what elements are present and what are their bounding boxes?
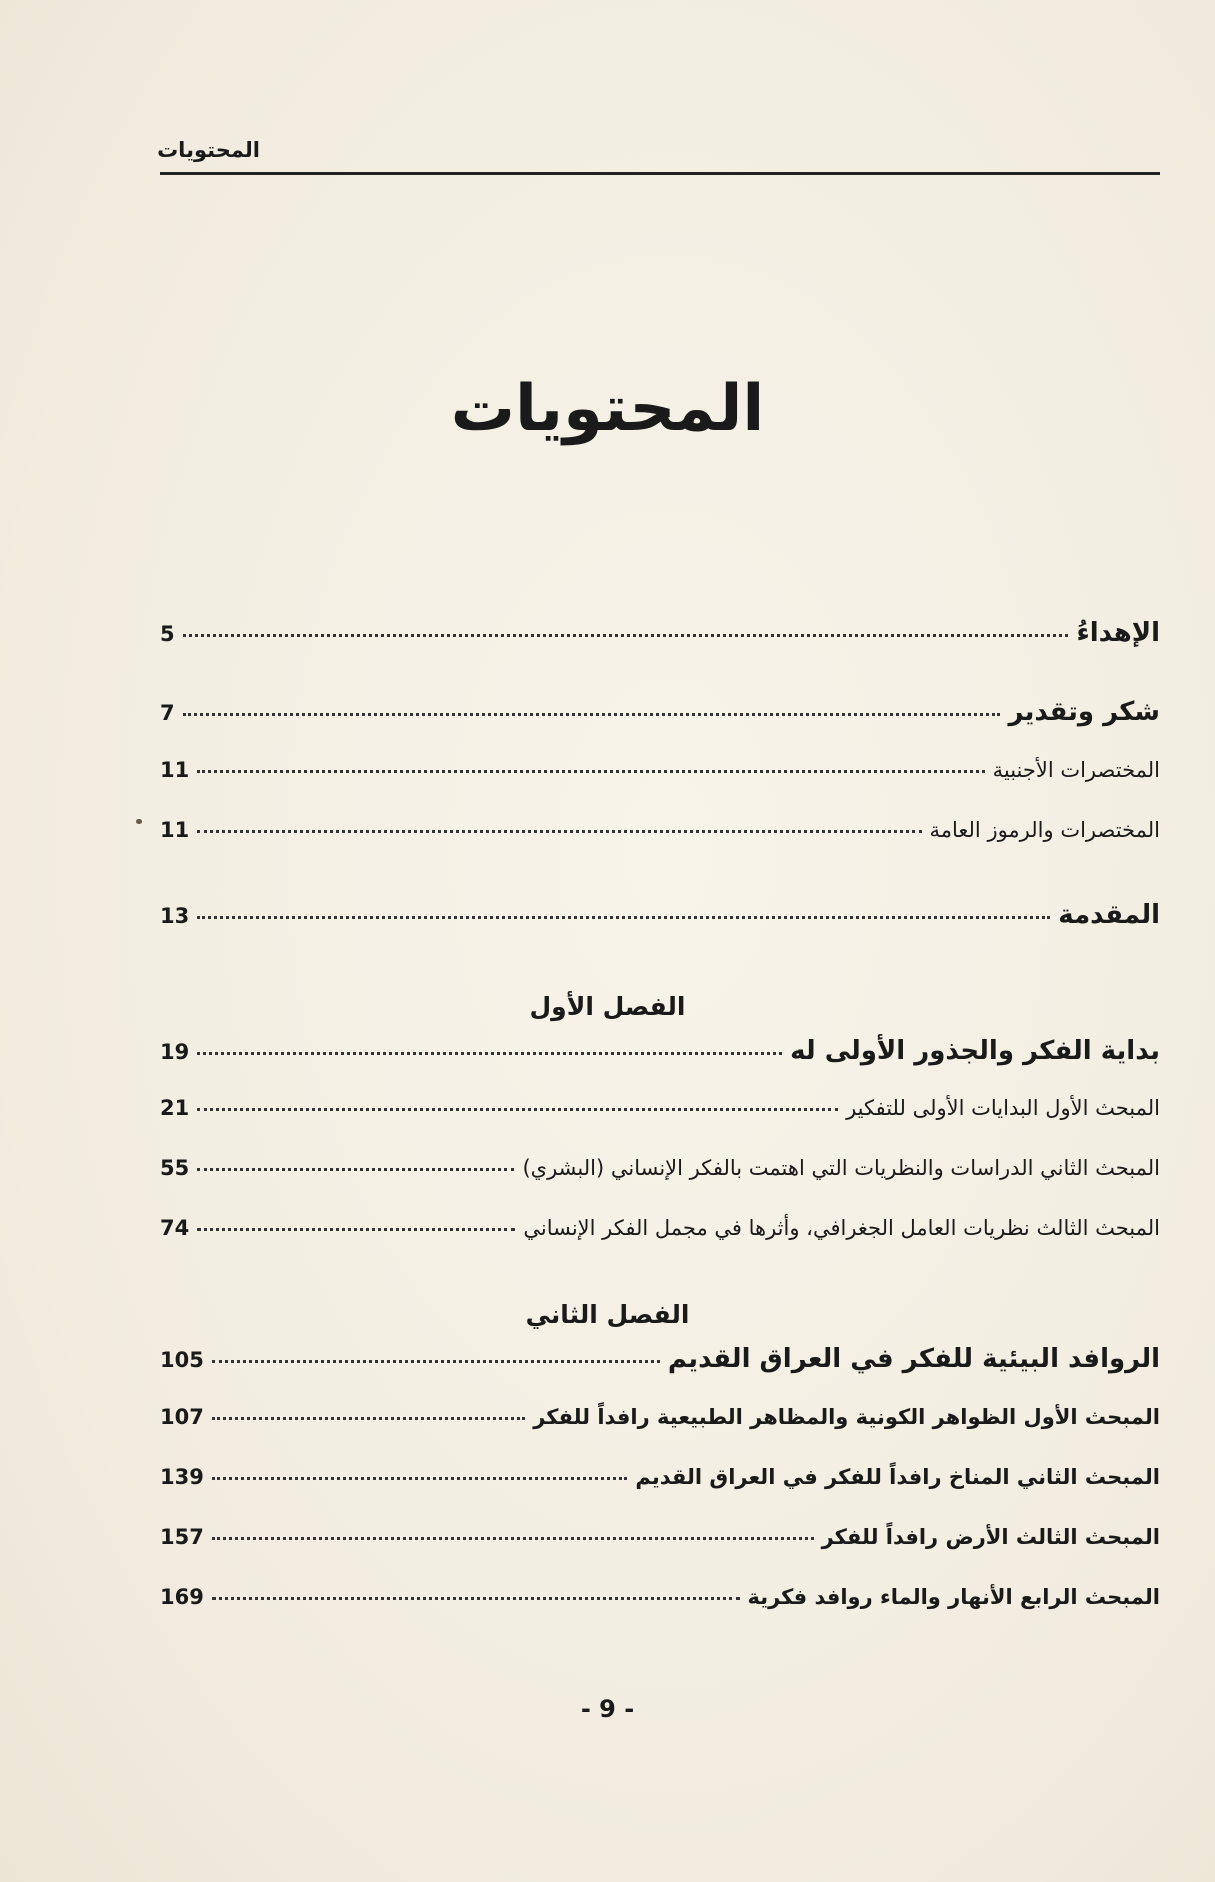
leader-dots — [197, 1052, 782, 1055]
toc-chapter-1-section-3[interactable] — [160, 1216, 1160, 1256]
toc-entry-title: المبحث الرابع الأنهار والماء روافد فكرية — [747, 1585, 1160, 1609]
leader-dots — [197, 1108, 838, 1111]
toc-chapter-2-title[interactable] — [160, 1344, 1160, 1384]
toc-entry-title: شكر وتقدير — [1008, 697, 1160, 727]
toc-entry-dedication[interactable] — [160, 618, 1160, 658]
chapter-2-heading: الفصل الثاني — [525, 1300, 690, 1329]
toc-entry-page: 13 — [160, 904, 190, 928]
toc-entry-page: 74 — [160, 1216, 190, 1240]
toc-entry-page: 169 — [160, 1585, 204, 1609]
running-head: المحتويات — [157, 138, 260, 162]
page-title: المحتويات — [450, 372, 765, 446]
toc-entry-page: 7 — [160, 701, 175, 725]
toc-entry-title: المبحث الثالث نظريات العامل الجغرافي، وأثرها في مجمل الفكر الإنساني — [523, 1216, 1160, 1240]
toc-chapter-2-section-3[interactable] — [160, 1525, 1160, 1565]
toc-chapter-1-section-1[interactable] — [160, 1096, 1160, 1136]
toc-entry-page: 157 — [160, 1525, 204, 1549]
leader-dots — [212, 1597, 740, 1600]
toc-chapter-2-section-4[interactable] — [160, 1585, 1160, 1625]
toc-entry-page: 11 — [160, 818, 190, 842]
header-rule — [160, 172, 1160, 175]
toc-entry-page: 11 — [160, 758, 190, 782]
toc-chapter-2-section-1[interactable] — [160, 1405, 1160, 1445]
toc-entry-general-abbreviations[interactable] — [160, 818, 1160, 858]
leader-dots — [197, 916, 1050, 919]
toc-entry-page: 105 — [160, 1348, 204, 1372]
toc-entry-title: المقدمة — [1058, 900, 1160, 930]
toc-entry-page: 19 — [160, 1040, 190, 1064]
leader-dots — [212, 1477, 628, 1480]
toc-entry-foreign-abbreviations[interactable] — [160, 758, 1160, 798]
leader-dots — [197, 770, 984, 773]
leader-dots — [212, 1417, 525, 1420]
page-number: - 9 - — [580, 1695, 635, 1723]
toc-entry-title: المختصرات الأجنبية — [992, 758, 1160, 782]
toc-entry-title: المبحث الثاني الدراسات والنظريات التي اهتمت بالفكر الإنساني (البشري) — [522, 1156, 1160, 1180]
leader-dots — [212, 1360, 660, 1363]
toc-entry-title: الروافد البيئية للفكر في العراق القديم — [667, 1344, 1160, 1374]
leader-dots — [183, 713, 1001, 716]
leader-dots — [212, 1537, 814, 1540]
toc-chapter-2-section-2[interactable] — [160, 1465, 1160, 1505]
leader-dots — [197, 1228, 515, 1231]
toc-entry-title: الإهداءُ — [1076, 618, 1160, 648]
toc-chapter-1-section-2[interactable] — [160, 1156, 1160, 1196]
leader-dots — [197, 830, 921, 833]
toc-entry-title: المبحث الأول الظواهر الكونية والمظاهر الطبيعية رافداً للفكر — [533, 1405, 1160, 1429]
paper-speck — [136, 819, 142, 824]
toc-entry-title: بداية الفكر والجذور الأولى له — [790, 1036, 1160, 1066]
chapter-1-heading: الفصل الأول — [529, 992, 686, 1021]
toc-chapter-1-title[interactable] — [160, 1036, 1160, 1076]
toc-entry-title: المختصرات والرموز العامة — [929, 818, 1160, 842]
toc-entry-title: المبحث الأول البدايات الأولى للتفكير — [846, 1096, 1160, 1120]
toc-entry-page: 55 — [160, 1156, 190, 1180]
toc-entry-page: 107 — [160, 1405, 204, 1429]
toc-entry-acknowledgements[interactable] — [160, 697, 1160, 737]
toc-entry-title: المبحث الثالث الأرض رافداً للفكر — [821, 1525, 1160, 1549]
leader-dots — [197, 1168, 514, 1171]
toc-entry-page: 139 — [160, 1465, 204, 1489]
leader-dots — [183, 634, 1069, 637]
toc-entry-page: 21 — [160, 1096, 190, 1120]
toc-entry-introduction[interactable] — [160, 900, 1160, 940]
toc-entry-title: المبحث الثاني المناخ رافداً للفكر في العراق القديم — [635, 1465, 1160, 1489]
toc-entry-page: 5 — [160, 622, 175, 646]
